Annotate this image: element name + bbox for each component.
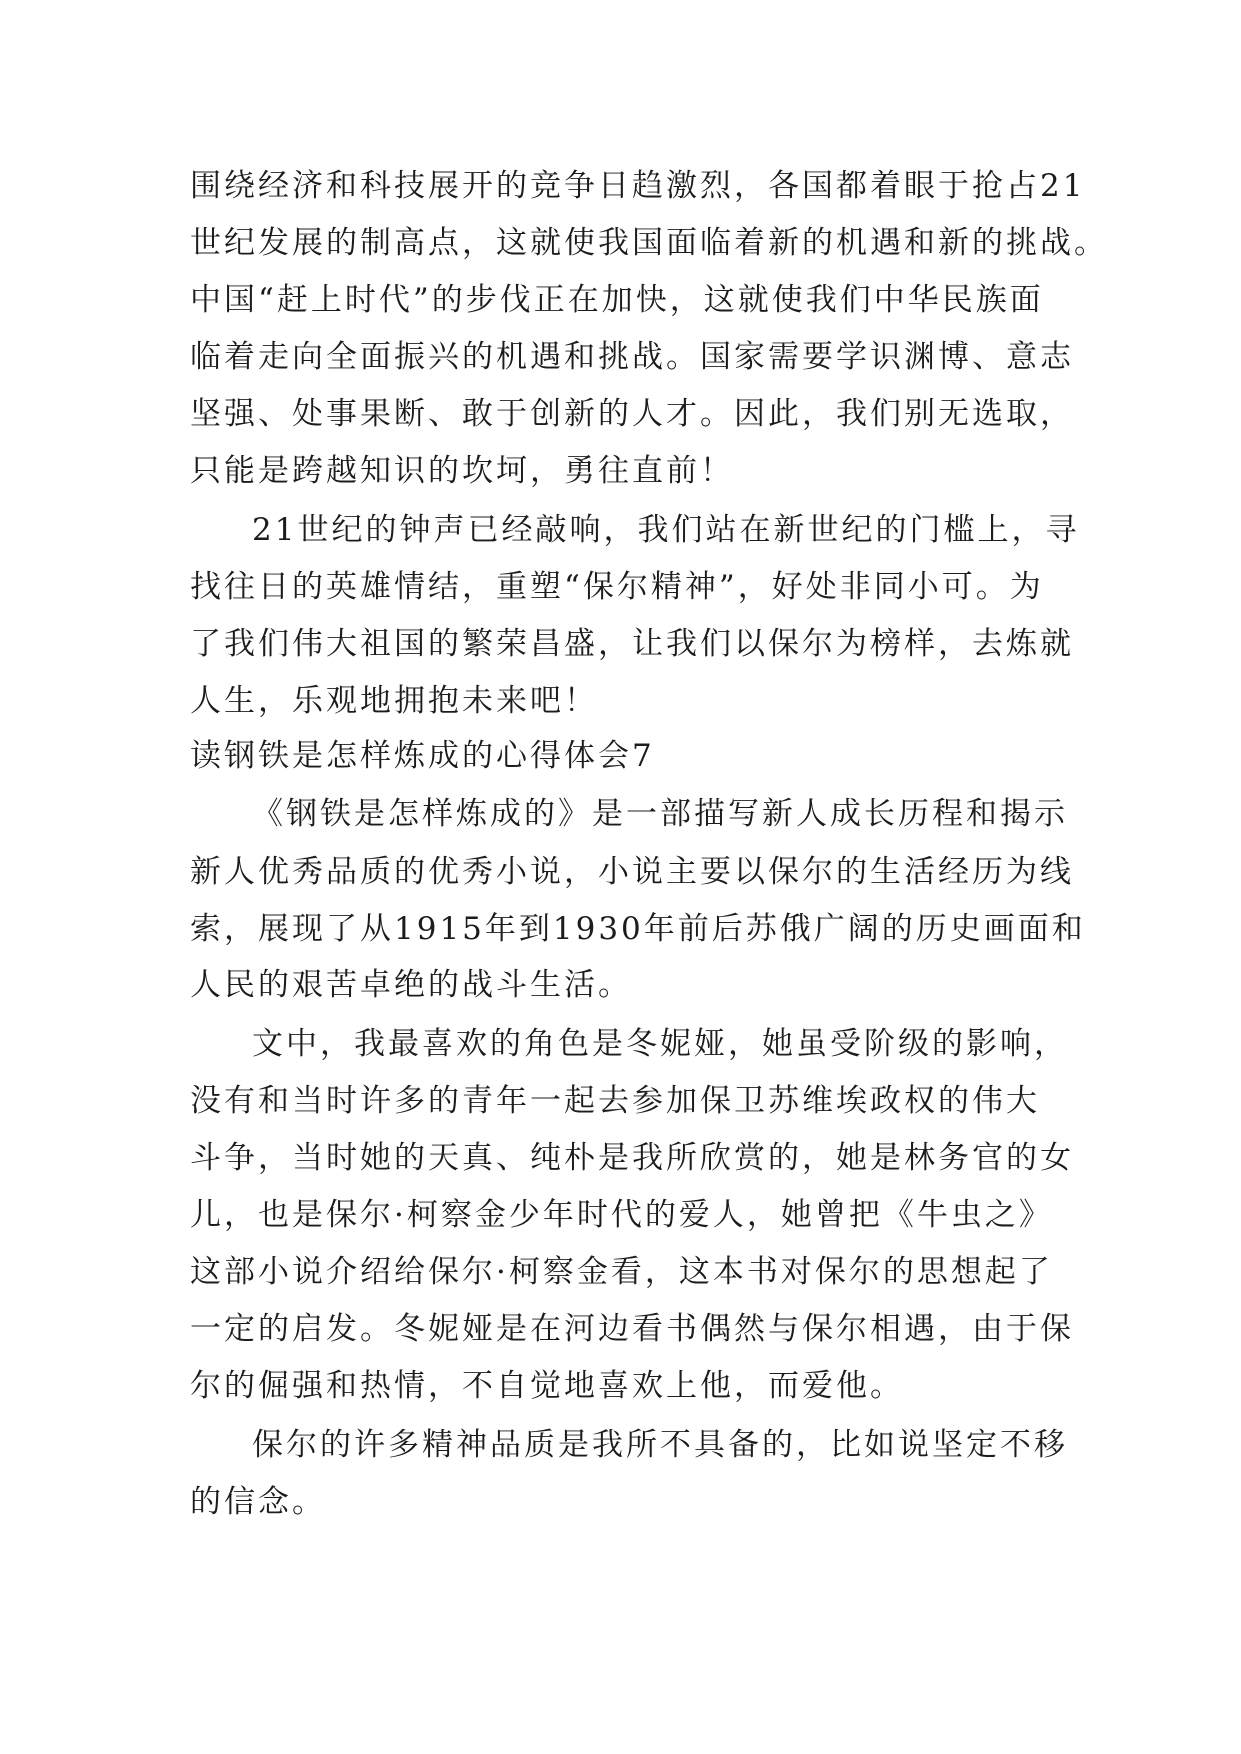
text-line: 围绕经济和科技展开的竞争日趋激烈，各国都着眼于抢占21 bbox=[190, 168, 1086, 204]
text-line: 索，展现了从1915年到1930年前后苏俄广阔的历史画面和 bbox=[190, 911, 1086, 947]
text-line: 只能是跨越知识的坎坷，勇往直前！ bbox=[190, 453, 734, 489]
text-line: 中国“赶上时代”的步伐正在加快，这就使我们中华民族面 bbox=[190, 282, 1044, 318]
text-line: 文中，我最喜欢的角色是冬妮娅，她虽受阶级的影响， bbox=[252, 1026, 1068, 1062]
text-line: 人民的艰苦卓绝的战斗生活。 bbox=[190, 967, 632, 1003]
text-line: 儿，也是保尔·柯察金少年时代的爱人，她曾把《牛虫之》 bbox=[190, 1197, 1053, 1233]
text-line: 尔的倔强和热情，不自觉地喜欢上他，而爱他。 bbox=[190, 1368, 904, 1404]
text-line: 人生，乐观地拥抱未来吧！ bbox=[190, 683, 598, 719]
text-line: 了我们伟大祖国的繁荣昌盛，让我们以保尔为榜样，去炼就 bbox=[190, 626, 1074, 662]
text-line: 一定的启发。冬妮娅是在河边看书偶然与保尔相遇，由于保 bbox=[190, 1311, 1074, 1347]
text-line: 这部小说介绍给保尔·柯察金看，这本书对保尔的思想起了 bbox=[190, 1254, 1053, 1290]
text-line: 保尔的许多精神品质是我所不具备的，比如说坚定不移 bbox=[252, 1427, 1068, 1463]
text-line: 新人优秀品质的优秀小说，小说主要以保尔的生活经历为线 bbox=[190, 854, 1074, 890]
text-line: 的信念。 bbox=[190, 1484, 326, 1520]
text-line: 《钢铁是怎样炼成的》是一部描写新人成长历程和揭示 bbox=[252, 796, 1068, 832]
text-line: 没有和当时许多的青年一起去参加保卫苏维埃政权的伟大 bbox=[190, 1083, 1040, 1119]
text-line: 21世纪的钟声已经敲响，我们站在新世纪的门槛上，寻 bbox=[252, 512, 1080, 548]
text-line: 临着走向全面振兴的机遇和挑战。国家需要学识渊博、意志 bbox=[190, 339, 1074, 375]
text-line: 世纪发展的制高点，这就使我国面临着新的机遇和新的挑战。 bbox=[190, 225, 1108, 261]
text-line: 坚强、处事果断、敢于创新的人才。因此，我们别无选取， bbox=[190, 396, 1074, 432]
text-line: 斗争，当时她的天真、纯朴是我所欣赏的，她是林务官的女 bbox=[190, 1140, 1074, 1176]
text-line: 找往日的英雄情结，重塑“保尔精神”，好处非同小可。为 bbox=[190, 569, 1044, 605]
section-heading: 读钢铁是怎样炼成的心得体会7 bbox=[190, 738, 655, 774]
